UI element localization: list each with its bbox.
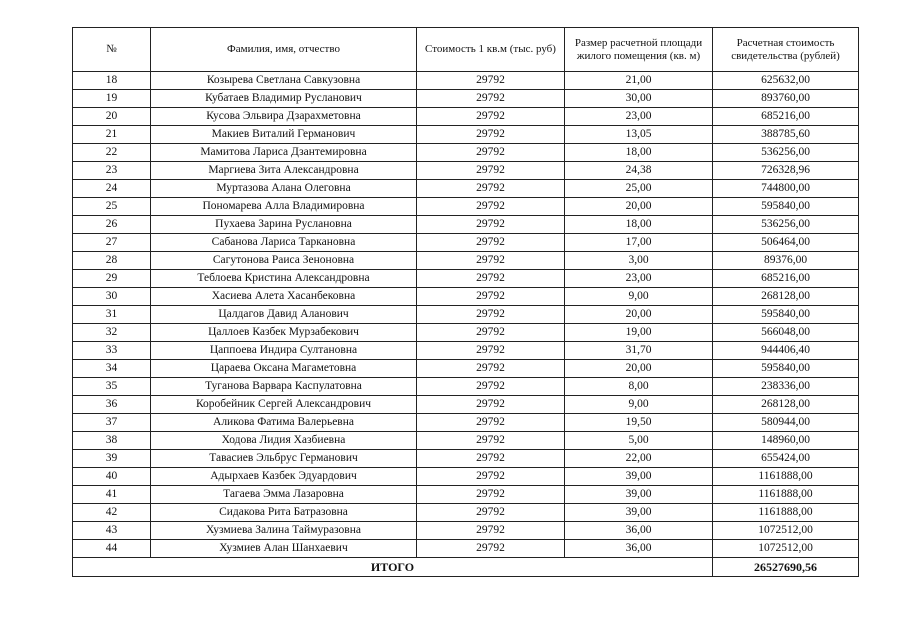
table-row [73,324,859,342]
row-number: 35 [73,378,151,396]
full-name: Аликова Фатима Валерьевна [151,414,417,432]
certificate-value: 655424,00 [713,450,859,468]
price-per-sqm: 29792 [417,288,565,306]
full-name: Хузмиева Залина Таймуразовна [151,522,417,540]
row-number: 37 [73,414,151,432]
area: 36,00 [565,540,713,558]
table-row [73,360,859,378]
area: 39,00 [565,468,713,486]
price-per-sqm: 29792 [417,450,565,468]
table-row [73,522,859,540]
certificate-value: 625632,00 [713,72,859,90]
price-per-sqm: 29792 [417,180,565,198]
full-name: Хасиева Алета Хасанбековна [151,288,417,306]
area: 20,00 [565,360,713,378]
price-per-sqm: 29792 [417,504,565,522]
price-per-sqm: 29792 [417,252,565,270]
price-per-sqm: 29792 [417,108,565,126]
row-number: 21 [73,126,151,144]
area: 22,00 [565,450,713,468]
table-body [73,72,859,558]
price-per-sqm: 29792 [417,378,565,396]
row-number: 27 [73,234,151,252]
table-row [73,288,859,306]
table-row [73,216,859,234]
table-row [73,306,859,324]
area: 23,00 [565,270,713,288]
certificate-value: 744800,00 [713,180,859,198]
price-per-sqm: 29792 [417,360,565,378]
table-row [73,486,859,504]
price-per-sqm: 29792 [417,144,565,162]
table-row [73,450,859,468]
row-number: 39 [73,450,151,468]
certificate-value: 268128,00 [713,396,859,414]
area: 18,00 [565,216,713,234]
certificate-value: 268128,00 [713,288,859,306]
table-row [73,342,859,360]
certificate-value: 595840,00 [713,306,859,324]
total-row [73,558,859,577]
price-per-sqm: 29792 [417,540,565,558]
area: 39,00 [565,504,713,522]
total-value: 26527690,56 [713,558,859,577]
area: 20,00 [565,198,713,216]
total-label: ИТОГО [73,558,713,577]
certificate-value: 580944,00 [713,414,859,432]
row-number: 29 [73,270,151,288]
header-certificate-value: Расчетная стоимость свидетельства (рублей) [713,28,859,72]
row-number: 22 [73,144,151,162]
full-name: Адырхаев Казбек Эдуардович [151,468,417,486]
full-name: Муртазова Алана Олеговна [151,180,417,198]
header-area: Размер расчетной площади жилого помещения (кв. м) [565,28,713,72]
price-per-sqm: 29792 [417,126,565,144]
price-per-sqm: 29792 [417,486,565,504]
table-row [73,90,859,108]
row-number: 38 [73,432,151,450]
area: 9,00 [565,288,713,306]
price-per-sqm: 29792 [417,198,565,216]
row-number: 24 [73,180,151,198]
row-number: 28 [73,252,151,270]
row-number: 40 [73,468,151,486]
certificate-value: 685216,00 [713,108,859,126]
row-number: 31 [73,306,151,324]
table-footer [73,558,859,577]
row-number: 34 [73,360,151,378]
full-name: Ходова Лидия Хазбиевна [151,432,417,450]
full-name: Сагутонова Раиса Зеноновна [151,252,417,270]
row-number: 25 [73,198,151,216]
table-row [73,378,859,396]
price-per-sqm: 29792 [417,396,565,414]
certificate-value: 238336,00 [713,378,859,396]
full-name: Теблоева Кристина Александровна [151,270,417,288]
calculation-table [72,27,859,577]
price-per-sqm: 29792 [417,414,565,432]
full-name: Мамитова Лариса Дзантемировна [151,144,417,162]
full-name: Хузмиев Алан Шанхаевич [151,540,417,558]
table-row [73,162,859,180]
table-row [73,540,859,558]
table-header [73,28,859,72]
area: 13,05 [565,126,713,144]
header-full-name: Фамилия, имя, отчество [151,28,417,72]
certificate-value: 726328,96 [713,162,859,180]
price-per-sqm: 29792 [417,342,565,360]
full-name: Кусова Эльвира Дзарахметовна [151,108,417,126]
full-name: Тагаева Эмма Лазаровна [151,486,417,504]
area: 3,00 [565,252,713,270]
row-number: 42 [73,504,151,522]
table-row [73,144,859,162]
table-row [73,234,859,252]
price-per-sqm: 29792 [417,90,565,108]
full-name: Кубатаев Владимир Русланович [151,90,417,108]
table-row [73,126,859,144]
row-number: 19 [73,90,151,108]
table-row [73,396,859,414]
area: 19,00 [565,324,713,342]
row-number: 36 [73,396,151,414]
area: 19,50 [565,414,713,432]
area: 5,00 [565,432,713,450]
row-number: 23 [73,162,151,180]
area: 31,70 [565,342,713,360]
header-row [73,28,859,72]
area: 9,00 [565,396,713,414]
area: 30,00 [565,90,713,108]
certificate-value: 566048,00 [713,324,859,342]
area: 36,00 [565,522,713,540]
certificate-value: 1161888,00 [713,486,859,504]
certificate-value: 595840,00 [713,198,859,216]
full-name: Пухаева Зарина Руслановна [151,216,417,234]
price-per-sqm: 29792 [417,72,565,90]
table-row [73,414,859,432]
certificate-value: 148960,00 [713,432,859,450]
table-row [73,180,859,198]
row-number: 18 [73,72,151,90]
price-per-sqm: 29792 [417,162,565,180]
area: 24,38 [565,162,713,180]
full-name: Цараева Оксана Магаметовна [151,360,417,378]
certificate-value: 595840,00 [713,360,859,378]
area: 17,00 [565,234,713,252]
row-number: 26 [73,216,151,234]
row-number: 20 [73,108,151,126]
certificate-value: 536256,00 [713,216,859,234]
price-per-sqm: 29792 [417,324,565,342]
full-name: Цалдагов Давид Аланович [151,306,417,324]
certificate-value: 89376,00 [713,252,859,270]
full-name: Козырева Светлана Савкузовна [151,72,417,90]
certificate-value: 1072512,00 [713,522,859,540]
area: 25,00 [565,180,713,198]
full-name: Маргиева Зита Александровна [151,162,417,180]
certificate-value: 1072512,00 [713,540,859,558]
price-per-sqm: 29792 [417,432,565,450]
certificate-value: 1161888,00 [713,504,859,522]
certificate-value: 1161888,00 [713,468,859,486]
certificate-value: 506464,00 [713,234,859,252]
area: 8,00 [565,378,713,396]
certificate-value: 536256,00 [713,144,859,162]
price-per-sqm: 29792 [417,306,565,324]
full-name: Коробейник Сергей Александрович [151,396,417,414]
full-name: Цаппоева Индира Султановна [151,342,417,360]
table-row [73,468,859,486]
full-name: Сабанова Лариса Таркановна [151,234,417,252]
row-number: 33 [73,342,151,360]
certificate-value: 944406,40 [713,342,859,360]
full-name: Тавасиев Эльбрус Германович [151,450,417,468]
certificate-value: 388785,60 [713,126,859,144]
table-row [73,108,859,126]
price-per-sqm: 29792 [417,216,565,234]
price-per-sqm: 29792 [417,522,565,540]
area: 39,00 [565,486,713,504]
certificate-value: 893760,00 [713,90,859,108]
certificate-value: 685216,00 [713,270,859,288]
row-number: 41 [73,486,151,504]
header-number: № [73,28,151,72]
table-row [73,252,859,270]
full-name: Цаллоев Казбек Мурзабекович [151,324,417,342]
row-number: 32 [73,324,151,342]
area: 18,00 [565,144,713,162]
table-row [73,198,859,216]
price-per-sqm: 29792 [417,468,565,486]
area: 20,00 [565,306,713,324]
full-name: Пономарева Алла Владимировна [151,198,417,216]
price-per-sqm: 29792 [417,270,565,288]
row-number: 30 [73,288,151,306]
row-number: 43 [73,522,151,540]
full-name: Туганова Варвара Каспулатовна [151,378,417,396]
table-row [73,72,859,90]
full-name: Макиев Виталий Германович [151,126,417,144]
table-row [73,504,859,522]
table-row [73,270,859,288]
table-row [73,432,859,450]
price-per-sqm: 29792 [417,234,565,252]
row-number: 44 [73,540,151,558]
area: 21,00 [565,72,713,90]
full-name: Сидакова Рита Батразовна [151,504,417,522]
area: 23,00 [565,108,713,126]
header-price-per-sqm: Стоимость 1 кв.м (тыс. руб) [417,28,565,72]
